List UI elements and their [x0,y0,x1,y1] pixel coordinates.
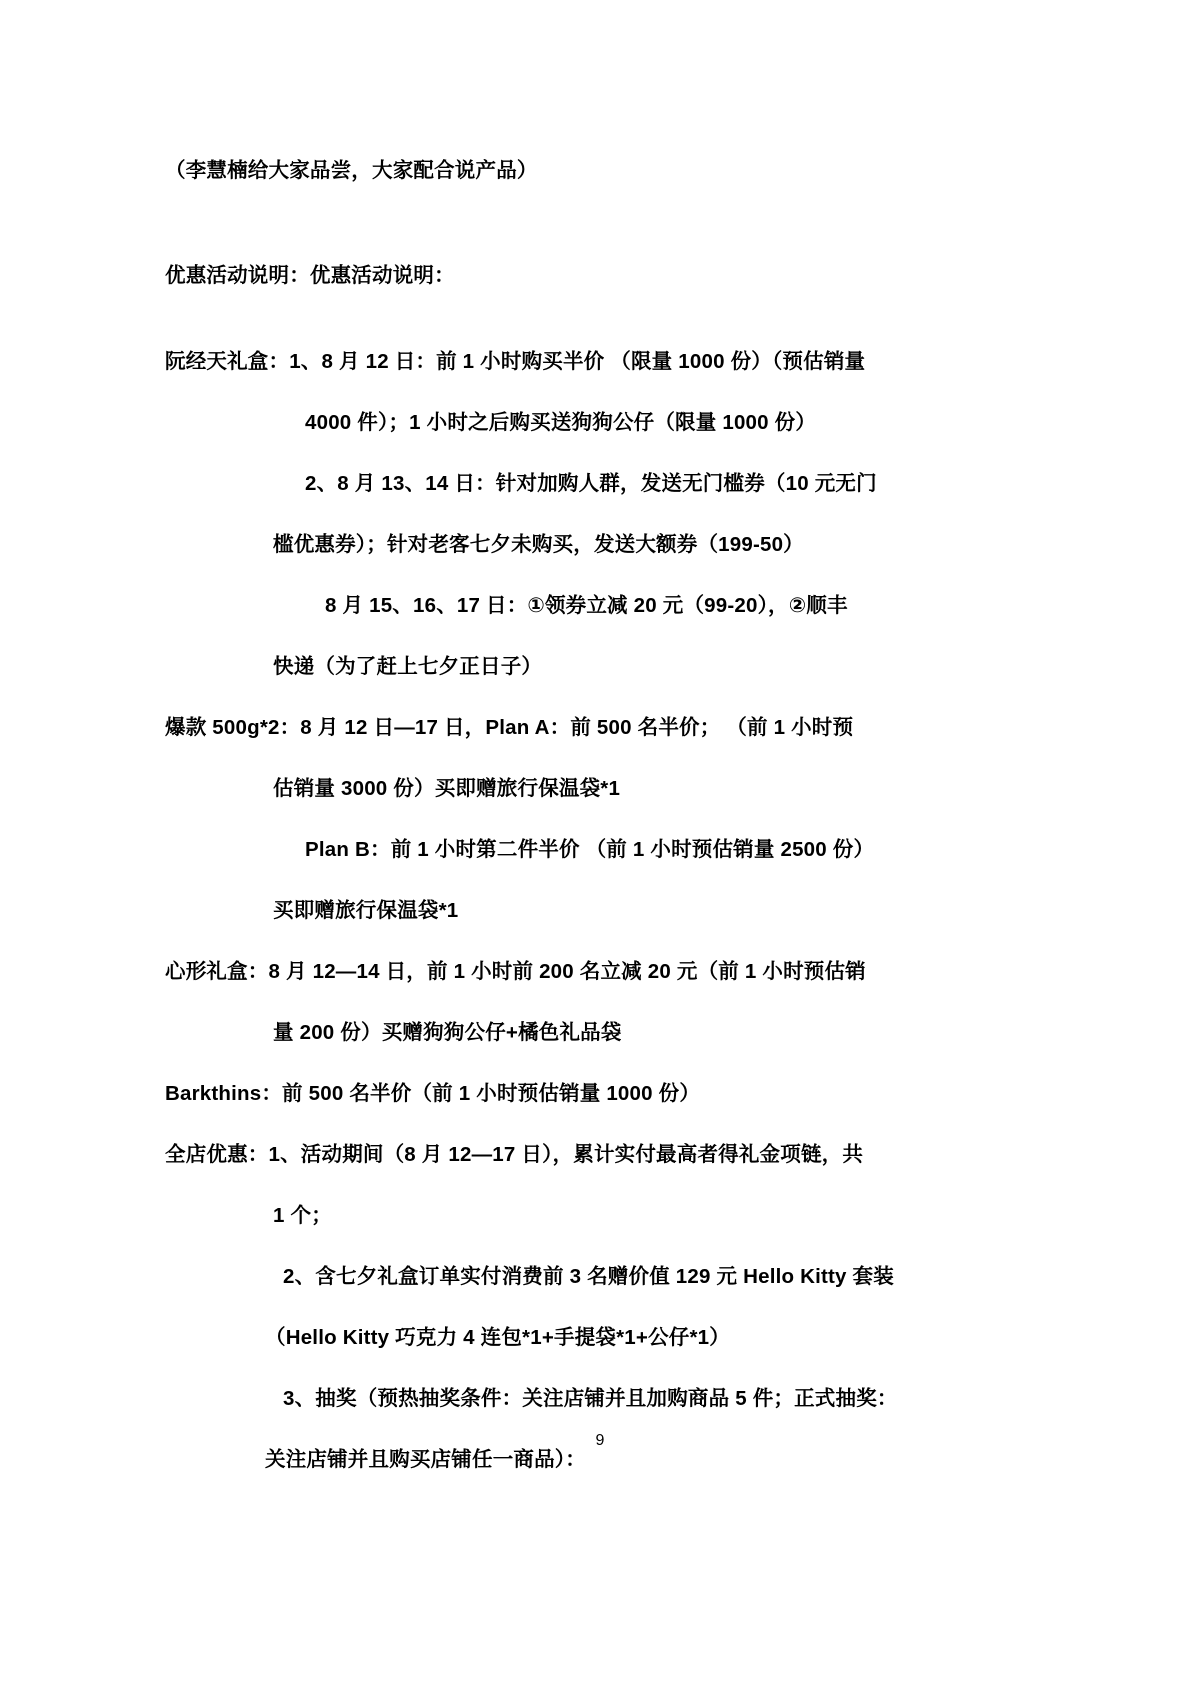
text-line: 心形礼盒：8 月 12—14 日，前 1 小时前 200 名立减 20 元（前 1 小时预估销 [165,960,866,983]
text-line: 4000 件）；1 小时之后购买送狗狗公仔（限量 1000 份） [305,411,817,434]
paragraph-heart-giftbox [165,941,965,1063]
text-line: 关注店铺并且购买店铺任一商品）： [265,1448,586,1471]
text-line: 阮经天礼盒：1、8 月 12 日：前 1 小时购买半价 （限量 1000 份）（预估销量 [165,350,866,373]
text-line: 优惠活动说明：优惠活动说明： [165,264,455,287]
text-line: 2、含七夕礼盒订单实付消费前 3 名赠价值 129 元 Hello Kitty 套装 [283,1265,894,1288]
text-line: （Hello Kitty 巧克力 4 连包*1+手提袋*1+公仔*1） [265,1326,730,1349]
page-number: 9 [595,1432,605,1449]
text-line: Plan B：前 1 小时第二件半价 （前 1 小时预估销量 2500 份） [305,838,875,861]
paragraph-barkthins [165,1063,965,1124]
paragraph-store-promo-lottery [165,1368,965,1490]
paragraph-store-promo-hellokitty [165,1246,965,1368]
text-line: 1 个； [273,1204,332,1227]
text-line: 买即赠旅行保温袋*1 [273,899,459,922]
text-line: （李慧楠给大家品尝，大家配合说产品） [165,159,538,182]
paragraph-ruanjingtian-coupons [165,453,965,575]
text-line: 3、抽奖（预热抽奖条件：关注店铺并且加购商品 5 件；正式抽奖： [283,1387,898,1410]
text-line: 槛优惠券）；针对老客七夕未购买，发送大额券（199-50） [273,533,804,556]
text-line: 2、8 月 13、14 日：针对加购人群，发送无门槛券（10 元无门 [305,472,877,495]
paragraph-ruanjingtian-giftbox [165,331,965,453]
text-line: 爆款 500g*2：8 月 12 日—17 日，Plan A：前 500 名半价； （前 1 小时预 [165,716,854,739]
paragraph-baokuan-500g [165,697,965,819]
text-line: 快递（为了赶上七夕正日子） [273,655,543,678]
paragraph-tasting-note [165,140,965,201]
paragraph-plan-b [165,819,965,941]
paragraph-ruanjingtian-dates-15-17 [165,575,965,697]
text-line: 估销量 3000 份）买即赠旅行保温袋*1 [273,777,621,800]
text-line: 量 200 份）买赠狗狗公仔+橘色礼品袋 [273,1021,622,1044]
paragraph-promo-heading [165,245,965,306]
document-body [165,140,965,1490]
paragraph-store-promo-necklace [165,1124,965,1246]
text-line: Barkthins：前 500 名半价（前 1 小时预估销量 1000 份） [165,1082,701,1105]
text-line: 8 月 15、16、17 日：①领券立减 20 元（99-20），②顺丰 [325,594,848,617]
text-line: 全店优惠：1、活动期间（8 月 12—17 日），累计实付最高者得礼金项链，共 [165,1143,864,1166]
